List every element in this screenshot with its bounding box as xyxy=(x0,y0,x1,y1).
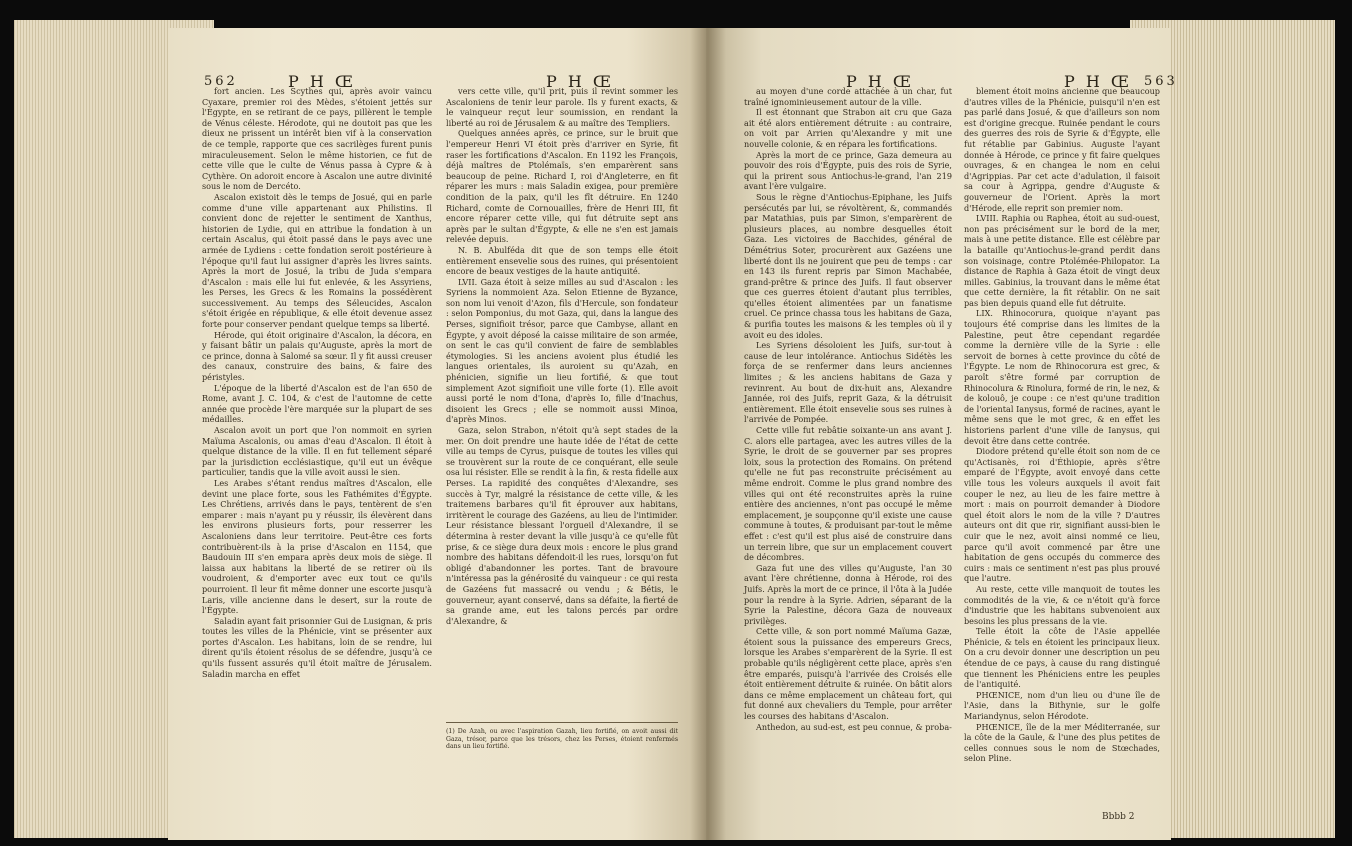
right-page xyxy=(706,28,1178,840)
right-page-column-1 xyxy=(744,86,952,828)
paragraph: fort ancien. Les Scythes qui, après avoir vaincu Cyaxare, premier roi des Mèdes, s'étoient jettés sur l'Égypte, en se retirant de ce pays, pillèrent le temple de Vénus céleste. Hérodote, qui ne doutoit pas que les dieux ne prissent un intérêt bien vif à la conservation de ce temple, rapporte que ces sacrilèges furent punis miraculeusement. Selon le même historien, ce fut de cette ville que le culte de Vénus passa à Cypre & à Cythère. On adoroit encore à Ascalon une autre divinité sous le nom de Dercéto. xyxy=(202,86,433,192)
paragraph: Gaza, selon Strabon, n'étoit qu'à sept stades de la mer. On doit prendre une haute idée de l'état de cette ville au temps de Cyrus, puisque de toutes les villes qui se trouvèrent sur la route de ce conquérant, elle seule osa lui résister. Elle se rendit à la fin, & resta fidelle aux Perses. La rapidité des conquêtes d'Alexandre, ses succès à Tyr, malgré la résistance de cette ville, & les traitemens barbares qu'il fit éprouver aux habitans, irritèrent le courage des Gazéens, au lieu de l'intimider. Leur résistance blessant l'orgueil d'Alexandre, il se détermina à rester devant la ville jusqu'à ce qu'elle fût prise, & ce siège dura deux mois : encore le plus grand nombre des habitans défendoit-il les rues, lorsqu'on fut obligé d'abandonner les portes. Tant de bravoure n'intéressa pas la générosité du vainqueur : ce qui resta de Gazéens fut massacré ou vendu ; & Bétis, le gouverneur, ayant conservé, dans sa défaite, la fierté de sa grande ame, eut les talons percés par ordre d'Alexandre, & xyxy=(446,425,678,626)
paragraph: au moyen d'une corde attachée à un char, fut traîné ignominieusement autour de la ville. xyxy=(744,86,952,107)
paragraph: Au reste, cette ville manquoit de toutes les commodités de la vie, & ce n'étoit qu'à force d'industrie que les habitans subvenoient aux besoins les plus pressans de la vie. xyxy=(964,583,1160,626)
paragraph: Gaza fut une des villes qu'Auguste, l'an 30 avant l'ère chrétienne, donna à Hérode, roi des Juifs. Après la mort de ce prince, il l'ôta à la Judée pour la rendre à la Syrie. Adrien, séparant de la Syrie la Palestine, décora Gaza de nouveaux privilèges. xyxy=(744,562,952,626)
paragraph: LIX. Rhinocorura, quoique n'ayant pas toujours été comprise dans les limites de la Palestine, peut être cependant regardée comme la dernière ville de la Syrie : elle servoit de bornes à cette province du côté de l'Égypte. Le nom de Rhinocorura est grec, & paroît s'être formé par corruption de Rhinocolura & Rinolura, formé de rin, le nez, & de kolouô, je coupe : ce n'est qu'une tradition de l'oriental Ianysus, formé de racines, ayant le même sens que le mot grec, & en effet les historiens parlent d'une ville de Ianysus, qui devoit être dans cette contrée. xyxy=(964,308,1160,446)
left-page xyxy=(168,28,708,840)
left-page-column-2 xyxy=(446,86,678,714)
book-gutter xyxy=(690,28,726,840)
paragraph: N. B. Abulféda dit que de son temps elle étoit entièrement ensevelie sous des ruines, qui présentoient encore de beaux vestiges de la haute antiquité. xyxy=(446,244,678,277)
paragraph: Les Arabes s'étant rendus maîtres d'Ascalon, elle devint une place forte, sous les Fathémites d'Égypte. Les Chrétiens, arrivés dans le pays, tentèrent de s'en emparer : mais n'ayant pu y réussir, ils élevèrent dans les environs plusieurs forts, pour resserrer les Ascaloniens dans leur territoire. Peut-être ces forts contribuèrent-ils à la prise d'Ascalon en 1154, que Baudouin III s'en empara après deux mois de siège. Il laissa aux habitans la liberté de se retirer où ils voudroient, & d'emporter avec eux tout ce qu'ils pourroient. Il leur fit même donner une escorte jusqu'à Laris, ville ancienne dans le desert, sur la route de l'Égypte. xyxy=(202,477,432,616)
paragraph: Hérode, qui étoit originaire d'Ascalon, la décora, en y faisant bâtir un palais qu'Auguste, après la mort de ce prince, donna à Salomé sa sœur. Il y fit aussi creuser des canaux, construire des bains, & faire des péristyles. xyxy=(202,329,432,383)
right-page-column-2 xyxy=(964,86,1160,804)
paragraph: Ascalon avoit un port que l'on nommoit en syrien Maïuma Ascalonis, ou amas d'eau d'Ascalon. Il étoit à quelque distance de la ville. Il en fut tellement séparé par la jurisdiction ecclésiastique, qu'il eut un évêque particulier, tandis que la ville avoit aussi le sien. xyxy=(202,425,432,478)
footnote-rule xyxy=(446,722,678,723)
paragraph: Telle étoit la côte de l'Asie appellée Phénicie, & tels en étoient les principaux lieux. On a cru devoir donner une description un peu étendue de ce pays, à cause du rang distingué que tiennent les Phéniciens entre les peuples de l'antiquité. xyxy=(964,626,1160,690)
paragraph: Saladin ayant fait prisonnier Gui de Lusignan, & pris toutes les villes de la Phénicie, vint se présenter aux portes d'Ascalon. Les habitans, loin de se rendre, lui dirent qu'ils étoient résolus de se défendre, jusqu'à ce qu'ils fussent assurés qu'il étoit maître de Jérusalem. Saladin marcha en effet xyxy=(202,615,432,679)
left-running-head-2: P H Œ xyxy=(546,72,615,91)
paragraph: Après la mort de ce prince, Gaza demeura au pouvoir des rois d'Égypte, puis des rois de Syrie, qui la prirent sous Antiochus-le-grand, l'an 219 avant l'ère vulgaire. xyxy=(744,149,952,192)
paragraph: LVIII. Raphia ou Raphea, étoit au sud-ouest, non pas précisément sur le bord de la mer, mais à une petite distance. Elle est célèbre par la bataille qu'Antiochus-le-grand perdit dans son voisinage, contre Ptolémée-Philopator. La distance de Raphia à Gaza étoit de vingt deux milles. Gabinius, la trouvant dans le même état que cette dernière, la fit rétablir. On ne sait pas bien depuis quand elle fut détruite. xyxy=(964,213,1160,308)
paragraph: Ascalon existoit dès le temps de Josué, qui en parle comme d'une ville appartenant aux Philistins. Il convient donc de rejetter le sentiment de Xanthus, historien de Lydie, qui en attribue la fondation à un certain Ascalus, qui étoit passé dans le pays avec une armée de Lydiens : cette fondation seroit postérieure à l'époque qu'il faut lui assigner d'après les livres saints. Après la mort de Josué, la tribu de Juda s'empara d'Ascalon : mais elle lui fut enlevée, & les Assyriens, les Perses, les Grecs & les Romains la possédèrent successivement. Au temps des Séleucides, Ascalon s'étoit érigée en république, & elle étoit devenue assez forte pour conserver pendant quelque temps sa liberté. xyxy=(202,191,432,330)
paragraph: Cette ville, & son port nommé Maïuma Gazæ, étoient sous la puissance des empereurs Grecs, lorsque les Arabes s'emparèrent de la Syrie. Il est probable qu'ils négligèrent cette place, après s'en être emparés, puisqu'à l'arrivée des Croisés elle étoit entièrement détruite & ruinée. On bâtit alors dans ce même emplacement un château fort, qui fut donné aux chevaliers du Temple, pour arrêter les courses des habitans d'Ascalon. xyxy=(744,626,952,722)
footnote: (1) De Azah, ou avec l'aspiration Gazah, lieu fortifié, on avoit aussi dit Gaza, trésor, parce que les trésors, chez les Perses, étoient renfermés dans un lieu fortifié. xyxy=(446,728,678,751)
paragraph: L'époque de la liberté d'Ascalon est de l'an 650 de Rome, avant J. C. 104, & c'est de l'automne de cette année que procède l'ère marquée sur la plupart de ses médailles. xyxy=(202,382,432,425)
right-running-head-1: P H Œ xyxy=(846,72,915,91)
signature-mark: Bbbb 2 xyxy=(1102,812,1135,822)
paragraph: Cette ville fut rebâtie soixante-un ans avant J. C. alors elle partagea, avec les autres villes de la Syrie, le droit de se gouverner par ses propres loix, sous la protection des Romains. On prétend qu'elle ne fut pas reconstruite précisément au même endroit. Comme le plus grand nombre des villes qui ont été reconstruites après la ruine entière des anciennes, n'ont pas occupé le même emplacement, je soupçonne qu'il existe une cause commune à toutes, & produisant par-tout le même effet : c'est qu'il est plus aisé de construire dans un terrein libre, que sur un emplacement couvert de décombres. xyxy=(744,425,952,563)
paragraph: PHŒNICE, île de la mer Méditerranée, sur la côte de la Gaule, & l'une des plus petites de celles connues sous le nom de Stœchades, selon Pline. xyxy=(964,721,1160,764)
paragraph: Quelques années après, ce prince, sur le bruit que l'empereur Henri VI étoit près d'arriver en Syrie, fit raser les fortifications d'Ascalon. En 1192 les François, déjà maîtres de Ptolémaïs, s'en emparèrent sans beaucoup de peine. Richard I, roi d'Angleterre, en fit réparer les murs : mais Saladin exigea, pour première condition de la paix, qu'il les fît détruire. En 1240 Richard, comte de Cornouailles, frère de Henri III, fit encore réparer cette ville, qui fut détruite sept ans après par le sultan d'Égypte, & elle ne s'en est jamais relevée depuis. xyxy=(446,128,678,245)
paragraph: Les Syriens désoloient les Juifs, sur-tout à cause de leur intolérance. Antiochus Sidétès les força de se renfermer dans leurs anciennes limites ; & les anciens habitans de Gaza y revinrent. Au bout de dix-huit ans, Alexandre Jannée, roi des Juifs, reprit Gaza, & la détruisit entièrement. Elle étoit ensevelie sous ses ruines à l'arrivée de Pompée. xyxy=(744,340,952,425)
paragraph: PHŒNICE, nom d'un lieu ou d'une île de l'Asie, dans la Bithynie, sur le golfe Mariandynus, selon Hérodote. xyxy=(964,689,1160,722)
left-running-head-1: P H Œ xyxy=(288,72,357,91)
right-running-head-2: P H Œ xyxy=(1064,72,1133,91)
paragraph: vers cette ville, qu'il prit, puis il revint sommer les Ascaloniens de tenir leur parole. Ils y furent exacts, & le vainqueur reçut leur soumission, en rendant la liberté au roi de Jérusalem & au maître des Templiers. xyxy=(446,86,678,128)
paragraph: Diodore prétend qu'elle étoit son nom de ce qu'Actisanès, roi d'Éthiopie, après s'être emparé de l'Égypte, avoit envoyé dans cette ville tous les voleurs auxquels il avoit fait couper le nez, au lieu de les faire mettre à mort : mais on pourroit demander à Diodore quel étoit alors le nom de la ville ? D'autres auteurs ont dit que rir, signifiant aussi-bien le cuir que le nez, avoit ainsi nommé ce lieu, parce qu'il avoit commencé par être une habitation de gens occupés du commerce des cuirs : mais ce sentiment n'est pas plus prouvé que l'autre. xyxy=(964,446,1160,584)
left-page-column-1 xyxy=(202,86,432,828)
paragraph: Anthedon, au sud-est, est peu connue, & proba- xyxy=(756,721,952,732)
paragraph: blement étoit moins ancienne que beaucoup d'autres villes de la Phénicie, puisqu'il n'en est pas parlé dans Josué, & que d'ailleurs son nom est d'origine grecque. Ruinée pendant le cours des guerres des rois de Syrie & d'Égypte, elle fut rétablie par Gabinius. Auguste l'ayant donnée à Hérode, ce prince y fit faire quelques ouvrages, & en changea le nom en celui d'Agrippias. Par cet acte d'adulation, il faisoit sa cour à Agrippa, gendre d'Auguste & gouverneur de l'Orient. Après la mort d'Hérode, elle reprit son premier nom. xyxy=(964,86,1160,213)
right-page-number: 563 xyxy=(1144,74,1178,89)
paragraph: Il est étonnant que Strabon ait cru que Gaza ait été alors entièrement détruite : au contraire, on voit par Arrien qu'Alexandre y mit une nouvelle colonie, & en répara les fortifications. xyxy=(744,107,952,149)
left-page-number: 562 xyxy=(204,74,238,89)
paragraph: Sous le règne d'Antiochus-Epiphane, les Juifs persécutés par lui, se révoltèrent, &, commandés par Matathias, puis par Simon, s'emparèrent de plusieurs places, au nombre desquelles étoit Gaza. Les victoires de Bacchides, général de Démétrius Soter, procurèrent aux Gazéens une liberté dont ils ne jouirent que peu de temps : car en 143 ils furent repris par Simon Machabée, grand-prêtre & prince des Juifs. Il faut observer que ces guerres étoient d'autant plus terribles, qu'elles étoient alimentées par un fanatisme cruel. Ce prince chassa tous les habitans de Gaza, & purifia toutes les maisons & les temples où il y avoit eu des idoles. xyxy=(744,191,952,340)
paragraph: LVII. Gaza étoit à seize milles au sud d'Ascalon : les Syriens la nommoient Aza. Selon Etienne de Byzance, son nom lui venoit d'Azon, fils d'Hercule, son fondateur : selon Pomponius, du mot Gaza, qui, dans la langue des Perses, signifioit trésor, parce que Cambyse, allant en Égypte, y avoit déposé la caisse militaire de son armée, on sent le cas qu'il convient de faire de semblables étymologies. Si les anciens avoient plus étudié les langues orientales, ils auroient su qu'Azah, en phénicien, signifie un lieu fortifié, & que tout simplement Azot signifioit une ville forte (1). Elle avoit aussi porté le nom d'Iona, d'après Io, fille d'Inachus, disoient les Grecs ; elle se nommoit aussi Minoa, d'après Minos. xyxy=(446,276,678,425)
